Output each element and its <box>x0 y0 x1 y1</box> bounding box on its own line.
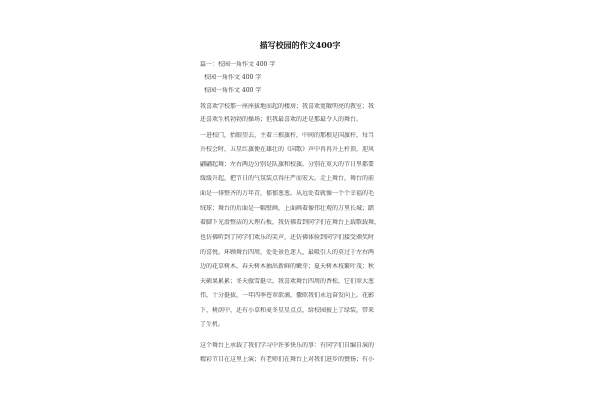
document-title: 描写校园的作文400字 <box>259 40 341 50</box>
text-line: 缓缓升起，把节日的气氛装点得庄严而宏大。走上舞台，舞台的前 <box>200 175 375 182</box>
text-line: 下，树荫中，还有小草和麦冬星星点点，给校园披上了绿装，带来 <box>200 307 375 314</box>
text-line: 这个舞台上承载了我们学习中许多快乐的事：有同学们自编自演的 <box>200 342 375 349</box>
text-line: 升校会时，五星红旗便在雄壮的《国歌》声中冉冉升上杆顶，迎风 <box>200 146 375 153</box>
text-line: 我喜欢学校那一座座拔地而起的楼房；我喜欢宽敞明亮的教室；我 <box>200 103 375 110</box>
text-line: 校园一角作文 400 字 <box>204 74 262 81</box>
text-line: 翩翩起舞；左右两边分别是队旗和校旗。分别在重大的节日里都要 <box>200 161 375 168</box>
text-line: 的喜悦。环顾舞台四周，处处景色迷人，最吸引人的莫过于左右两 <box>200 249 375 256</box>
text-line: 着脚下光滑整洁的大理石板，我仿佛看到同学们在舞台上载歌载舞， <box>200 219 381 226</box>
text-line: 伟，十分挺拔，一年四季苍翠欲滴，撒欧我们永远奋发向上。花影 <box>200 292 375 299</box>
text-line: 篇一：校园一角作文 400 字 <box>200 61 276 68</box>
text-line: 天硕果累累；冬天傲雪挺立。我喜欢舞台四周的香松，它们翠大葱 <box>200 278 375 285</box>
text-line: 一进校门，抬眼望去，主着三根旗杆，中间的那根是国旗杆，每当 <box>200 132 375 139</box>
text-line: 边的花草树木。春天树木抽出新鲜的嫩芽；夏天树木枝繁叶茂；秋 <box>200 263 375 270</box>
text-line: 精彩节目在这里上演；有老师们在舞台上对我们进步的赞扬；有小 <box>200 356 375 363</box>
text-line: 绒球；舞台的后面是一幅壁画，上面画着像伟壮观的万里长城；踏 <box>200 205 375 212</box>
text-line: 校园一角作文 400 字 <box>204 87 262 94</box>
text-line: 还喜欢生机勃勃的操场；但我最喜欢的还是那最令人的舞台。 <box>200 116 363 123</box>
text-line: 也仿佛听到了同学们欢乐的笑声，还仿佛体验到同学们接受颁奖时 <box>200 234 375 241</box>
text-line: 了生机。 <box>200 321 225 328</box>
text-line: 面是一排整齐的万年青，郁郁葱葱。从远处看就像一个个幸福的毛 <box>200 190 375 197</box>
